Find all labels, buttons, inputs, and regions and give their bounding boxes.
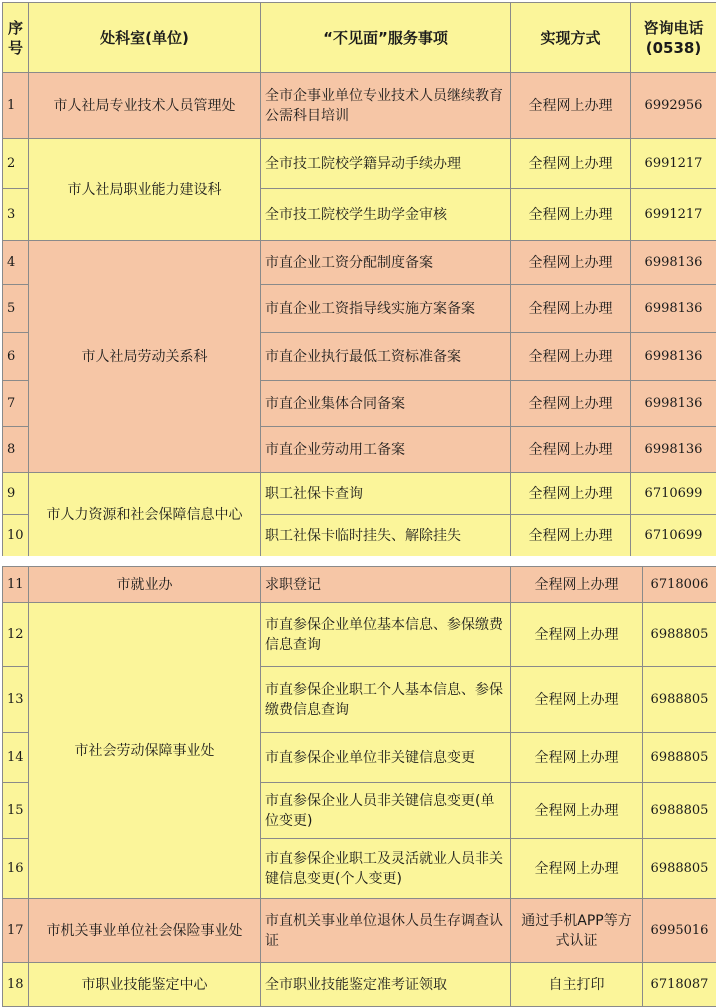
row-number: 12: [3, 603, 29, 667]
method-cell: 全程网上办理: [511, 733, 643, 783]
service-cell: 市直机关事业单位退休人员生存调查认证: [261, 899, 511, 963]
row-number: 6: [3, 333, 29, 381]
method-cell: 全程网上办理: [511, 189, 631, 241]
table-row: [3, 473, 716, 515]
method-cell: 全程网上办理: [511, 381, 631, 427]
service-cell: 市直企业劳动用工备案: [261, 427, 511, 473]
method-cell: 全程网上办理: [511, 427, 631, 473]
row-number: 18: [3, 963, 29, 1007]
row-number: 8: [3, 427, 29, 473]
service-table-part-2: [2, 566, 716, 1007]
method-cell: 全程网上办理: [511, 333, 631, 381]
table-row: [3, 73, 716, 139]
service-cell: 市直参保企业单位基本信息、参保缴费信息查询: [261, 603, 511, 667]
method-cell: 全程网上办理: [511, 603, 643, 667]
row-number: 13: [3, 667, 29, 733]
service-cell: 全市企事业单位专业技术人员继续教育公需科目培训: [261, 73, 511, 139]
method-cell: 全程网上办理: [511, 667, 643, 733]
phone-cell: 6988805: [643, 783, 716, 839]
phone-cell: 6992956: [631, 73, 716, 139]
service-cell: 职工社保卡临时挂失、解除挂失: [261, 515, 511, 557]
table-row: [3, 899, 716, 963]
method-cell: 全程网上办理: [511, 515, 631, 557]
method-cell: 全程网上办理: [511, 285, 631, 333]
phone-cell: 6998136: [631, 241, 716, 285]
row-number: 4: [3, 241, 29, 285]
phone-cell: 6718087: [643, 963, 716, 1007]
table-row: [3, 139, 716, 189]
header-method: 实现方式: [511, 3, 631, 73]
method-cell: 全程网上办理: [511, 139, 631, 189]
service-cell: 市直参保企业单位非关键信息变更: [261, 733, 511, 783]
row-number: 14: [3, 733, 29, 783]
office-cell: 市人社局专业技术人员管理处: [29, 73, 261, 139]
service-cell: 市直企业工资分配制度备案: [261, 241, 511, 285]
row-number: 9: [3, 473, 29, 515]
row-number: 1: [3, 73, 29, 139]
method-cell: 自主打印: [511, 963, 643, 1007]
phone-cell: 6998136: [631, 427, 716, 473]
row-number: 16: [3, 839, 29, 899]
service-cell: 市直参保企业职工及灵活就业人员非关键信息变更(个人变更): [261, 839, 511, 899]
service-cell: 市直企业集体合同备案: [261, 381, 511, 427]
office-cell: 市人社局劳动关系科: [29, 241, 261, 473]
table-row: [3, 603, 716, 667]
method-cell: 全程网上办理: [511, 839, 643, 899]
service-table-part-1: [2, 2, 716, 557]
row-number: 2: [3, 139, 29, 189]
row-number: 7: [3, 381, 29, 427]
method-cell: 全程网上办理: [511, 783, 643, 839]
row-number: 11: [3, 567, 29, 603]
method-cell: 全程网上办理: [511, 241, 631, 285]
service-cell: 市直参保企业人员非关键信息变更(单位变更): [261, 783, 511, 839]
table-row: [3, 241, 716, 285]
phone-cell: 6998136: [631, 381, 716, 427]
row-number: 3: [3, 189, 29, 241]
table-gap: [0, 556, 716, 566]
row-number: 10: [3, 515, 29, 557]
header-seq: 序号: [3, 3, 29, 73]
row-number: 5: [3, 285, 29, 333]
method-cell: 全程网上办理: [511, 473, 631, 515]
table-row: [3, 567, 716, 603]
method-cell: 全程网上办理: [511, 567, 643, 603]
phone-cell: 6995016: [643, 899, 716, 963]
header-phone: 咨询电话(0538): [631, 3, 716, 73]
office-cell: 市人力资源和社会保障信息中心: [29, 473, 261, 557]
service-cell: 市直企业执行最低工资标准备案: [261, 333, 511, 381]
phone-cell: 6718006: [643, 567, 716, 603]
service-cell: 求职登记: [261, 567, 511, 603]
table-header-row: [3, 3, 716, 73]
service-cell: 全市职业技能鉴定准考证领取: [261, 963, 511, 1007]
phone-cell: 6988805: [643, 733, 716, 783]
office-cell: 市人社局职业能力建设科: [29, 139, 261, 241]
service-cell: 市直参保企业职工个人基本信息、参保缴费信息查询: [261, 667, 511, 733]
phone-cell: 6710699: [631, 473, 716, 515]
header-service: “不见面”服务事项: [261, 3, 511, 73]
header-office: 处科室(单位): [29, 3, 261, 73]
service-cell: 全市技工院校学籍异动手续办理: [261, 139, 511, 189]
phone-cell: 6710699: [631, 515, 716, 557]
service-cell: 全市技工院校学生助学金审核: [261, 189, 511, 241]
office-cell: 市社会劳动保障事业处: [29, 603, 261, 899]
phone-cell: 6998136: [631, 285, 716, 333]
row-number: 17: [3, 899, 29, 963]
method-cell: 全程网上办理: [511, 73, 631, 139]
office-cell: 市职业技能鉴定中心: [29, 963, 261, 1007]
phone-cell: 6991217: [631, 189, 716, 241]
phone-cell: 6988805: [643, 667, 716, 733]
phone-cell: 6998136: [631, 333, 716, 381]
phone-cell: 6988805: [643, 603, 716, 667]
phone-cell: 6991217: [631, 139, 716, 189]
method-cell: 通过手机APP等方式认证: [511, 899, 643, 963]
phone-cell: 6988805: [643, 839, 716, 899]
service-cell: 市直企业工资指导线实施方案备案: [261, 285, 511, 333]
service-cell: 职工社保卡查询: [261, 473, 511, 515]
office-cell: 市机关事业单位社会保险事业处: [29, 899, 261, 963]
row-number: 15: [3, 783, 29, 839]
table-row: [3, 963, 716, 1007]
office-cell: 市就业办: [29, 567, 261, 603]
